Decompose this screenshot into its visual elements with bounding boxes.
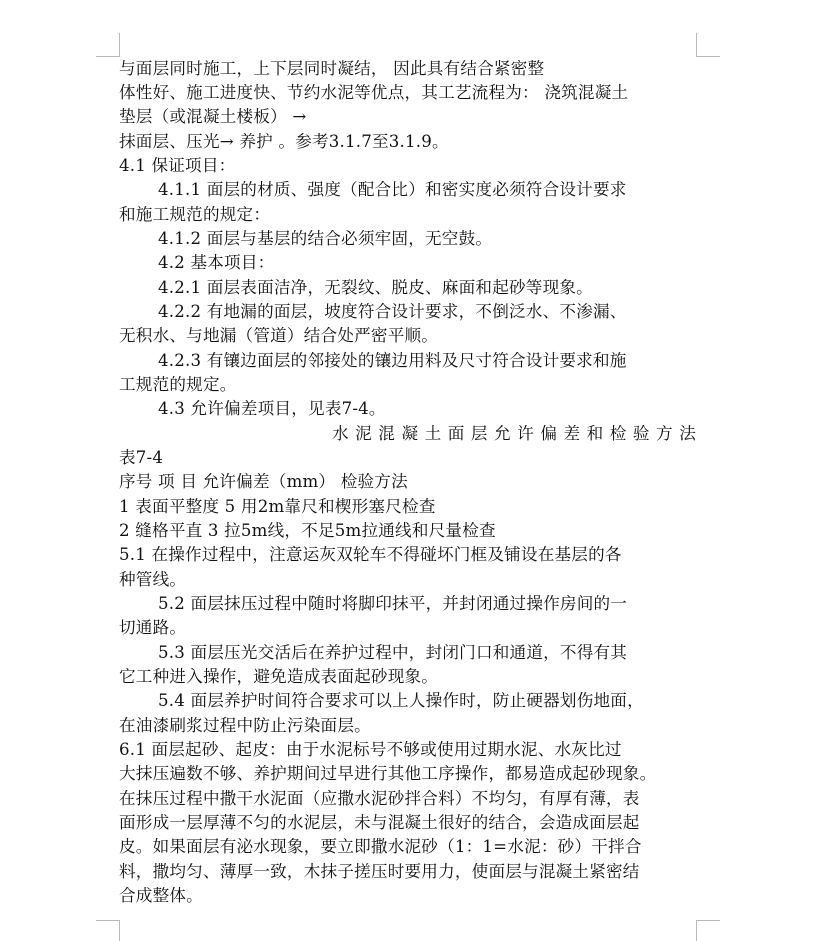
section-heading: 4.2 基本项目： [158,253,275,272]
table-label: 表7-4 [119,448,164,467]
text-line: 体性好、施工进度快、节约水泥等优点，其工艺流程为： 浇筑混凝土 [119,83,629,102]
table-header-row: 序号 项 目 允许偏差（mm） 检验方法 [119,472,408,491]
text-line: 垫层（或混凝土楼板） → [119,107,307,126]
text-line: 它工种进入操作，避免造成表面起砂现象。 [119,667,439,686]
corner-mark-top-left-v [119,33,120,57]
text-line: 5.2 面层抹压过程中随时将脚印抹平，并封闭通过操作房间的一 [158,594,628,613]
text-line: 与面层同时施工，上下层同时凝结， 因此具有结合紧密整 [119,59,545,78]
text-line: 工规范的规定。 [119,375,237,394]
text-line: 4.2.3 有镶边面层的邻接处的镶边用料及尺寸符合设计要求和施 [158,351,627,370]
text-line: 和施工规范的规定： [119,205,271,224]
table-row: 2 缝格平直 3 拉5m线，不足5m拉通线和尺量检查 [119,521,496,540]
text-line: 种管线。 [119,570,187,589]
text-line: 4.1.1 面层的材质、强度（配合比）和密实度必须符合设计要求 [158,180,627,199]
text-line: 4.3 允许偏差项目，见表7-4。 [158,399,386,418]
text-line: 5.4 面层养护时间符合要求可以上人操作时，防止硬器划伤地面， [158,691,644,710]
text-line: 5.1 在操作过程中，注意运灰双轮车不得碰坏门框及铺设在基层的各 [119,545,622,564]
corner-mark-bottom-right-h [696,920,720,921]
text-line: 面形成一层厚薄不匀的水泥层，未与混凝土很好的结合，会造成面层起 [119,813,640,832]
text-line: 抹面层、压光→ 养护 。参考3.1.7至3.1.9。 [119,132,449,151]
corner-mark-bottom-left-h [96,920,120,921]
text-line: 在油漆刷浆过程中防止污染面层。 [119,716,371,735]
table-title: 水泥混凝土面层允许偏差和检验方法 [332,424,696,443]
text-line: 6.1 面层起砂、起皮：由于水泥标号不够或使用过期水泥、水灰比过 [119,740,622,759]
text-line: 料，撒均匀、薄厚一致，木抹子搓压时要用力，使面层与混凝土紧密结 [119,862,640,881]
corner-mark-bottom-right-v [696,920,697,941]
text-line: 切通路。 [119,618,187,637]
corner-mark-bottom-left-v [119,920,120,941]
corner-mark-top-right-v [696,33,697,57]
text-line: 大抹压遍数不够、养护期间过早进行其他工序操作，都易造成起砂现象。 [119,764,657,783]
corner-mark-top-right-h [696,56,720,57]
text-line: 4.2.1 面层表面洁净，无裂纹、脱皮、麻面和起砂等现象。 [158,278,593,297]
text-line: 无积水、与地漏（管道）结合处严密平顺。 [119,326,439,345]
text-line: 在抹压过程中撒干水泥面（应撒水泥砂拌合料）不均匀，有厚有薄，表 [119,789,640,808]
text-line: 4.1.2 面层与基层的结合必须牢固，无空鼓。 [158,229,493,248]
text-line: 合成整体。 [119,886,203,905]
corner-mark-top-left-h [96,56,120,57]
text-line: 4.2.2 有地漏的面层，坡度符合设计要求，不倒泛水、不渗漏、 [158,302,627,321]
text-line: 5.3 面层压光交活后在养护过程中，封闭门口和通道，不得有其 [158,643,628,662]
text-line: 皮。如果面层有泌水现象，要立即撒水泥砂（1：1=水泥：砂）干拌合 [119,837,642,856]
section-heading: 4.1 保证项目： [119,156,236,175]
table-row: 1 表面平整度 5 用2m靠尺和楔形塞尺检查 [119,497,436,516]
